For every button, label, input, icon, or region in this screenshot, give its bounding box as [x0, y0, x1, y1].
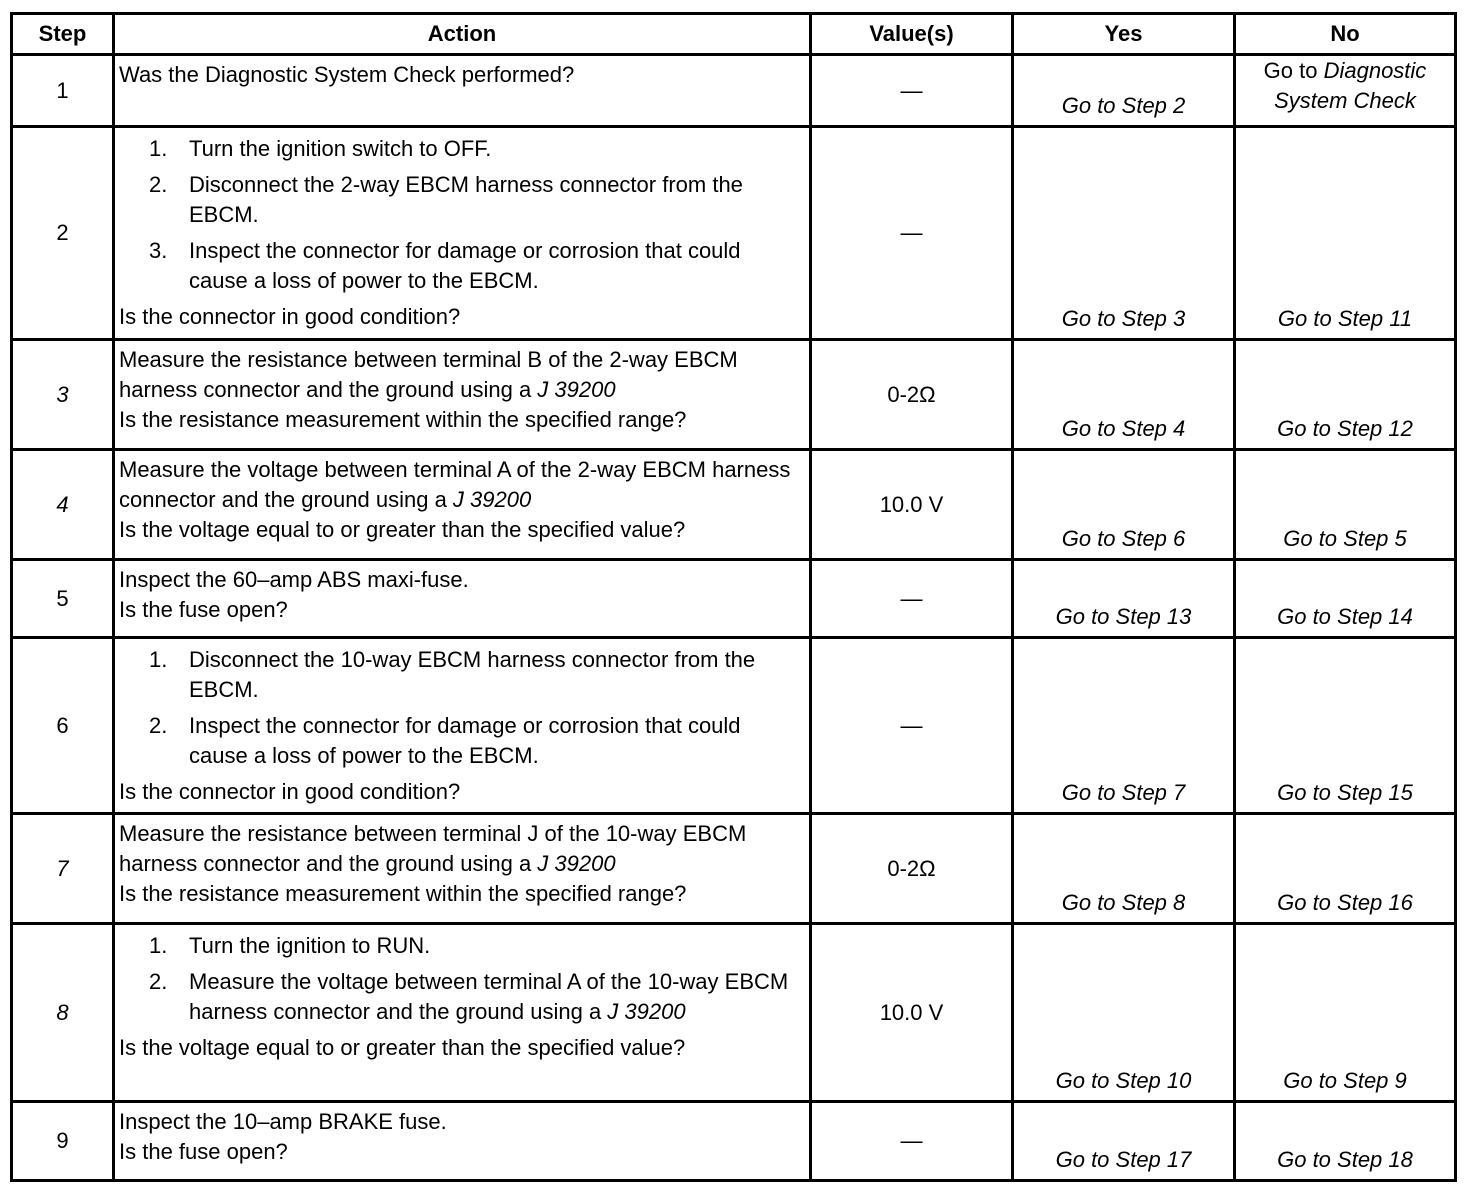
step-number: 4	[12, 450, 114, 560]
yes-cell	[1013, 127, 1235, 340]
action-step-text: Turn the ignition switch to OFF.	[189, 136, 492, 161]
table-row	[12, 924, 1456, 1102]
value-cell	[811, 127, 1013, 340]
step-number: 3	[12, 340, 114, 450]
action-step	[119, 967, 803, 1027]
specified-value: 10.0 V	[879, 999, 944, 1025]
action-intro	[119, 60, 803, 90]
no-action: Go to Step 12	[1277, 416, 1413, 441]
tool-reference: J 39200	[537, 377, 616, 402]
tool-reference: J 39200	[452, 487, 532, 512]
action-cell	[114, 814, 811, 924]
action-intro	[119, 455, 803, 515]
action-step-number: 1.	[149, 136, 168, 161]
no-action: Go to Step 15	[1277, 780, 1413, 805]
header-action: Action	[114, 14, 811, 55]
action-step-number: 1.	[149, 647, 168, 672]
action-steps	[119, 134, 803, 296]
action-intro	[119, 1107, 803, 1137]
table-row	[12, 814, 1456, 924]
step-number: 7	[12, 814, 114, 924]
table-row	[12, 55, 1456, 127]
yes-action: Go to Step 2	[1061, 93, 1186, 118]
table-row	[12, 638, 1456, 814]
specified-value: —	[900, 77, 923, 103]
no-cell	[1235, 340, 1456, 450]
action-steps	[119, 645, 803, 771]
action-step-text: Measure the voltage between terminal A of the 10-way EBCM harness connector and the ground using a	[189, 969, 789, 1024]
step-number: 9	[12, 1102, 114, 1181]
action-step	[119, 711, 803, 771]
no-action: Go to Step 9	[1283, 1068, 1407, 1093]
tool-reference: J 39200	[607, 999, 686, 1024]
action-step-text: Disconnect the 10-way EBCM harness connector from the EBCM.	[189, 647, 756, 702]
step-number: 6	[12, 638, 114, 814]
no-cell	[1235, 55, 1456, 127]
yes-cell	[1013, 638, 1235, 814]
yes-cell	[1013, 814, 1235, 924]
action-question: Is the voltage equal to or greater than the specified value?	[119, 1035, 686, 1060]
action-intro-text: Measure the resistance between terminal B of the 2-way EBCM harness connector and the ground using a	[119, 347, 738, 402]
value-cell	[811, 1102, 1013, 1181]
action-intro	[119, 345, 803, 405]
no-cell	[1235, 450, 1456, 560]
no-action: Go to Step 16	[1277, 890, 1413, 915]
yes-cell	[1013, 560, 1235, 638]
action-intro-text: Inspect the 10–amp BRAKE fuse.	[119, 1109, 447, 1134]
table-row	[12, 560, 1456, 638]
no-cell	[1235, 814, 1456, 924]
no-action: Go to Step 18	[1277, 1147, 1413, 1172]
value-cell	[811, 638, 1013, 814]
step-number: 1	[12, 55, 114, 127]
action-intro-text: Was the Diagnostic System Check performed?	[119, 62, 575, 87]
specified-value: 0-2Ω	[887, 855, 936, 881]
action-question: Is the resistance measurement within the specified range?	[119, 407, 687, 432]
no-action: Go to Step 11	[1277, 306, 1413, 331]
yes-action: Go to Step 6	[1061, 526, 1186, 551]
yes-action: Go to Step 17	[1055, 1147, 1192, 1172]
action-question: Is the fuse open?	[119, 1139, 288, 1164]
specified-value: —	[900, 585, 923, 611]
header-step: Step	[12, 14, 114, 55]
yes-cell	[1013, 340, 1235, 450]
action-steps	[119, 931, 803, 1027]
yes-cell	[1013, 1102, 1235, 1181]
action-question: Is the voltage equal to or greater than the specified value?	[119, 517, 686, 542]
action-step-number: 1.	[149, 933, 168, 958]
no-cell	[1235, 1102, 1456, 1181]
header-yes: Yes	[1013, 14, 1235, 55]
specified-value: 10.0 V	[879, 491, 944, 517]
specified-value: 0-2Ω	[887, 381, 936, 407]
no-cell	[1235, 560, 1456, 638]
action-intro	[119, 819, 803, 879]
action-step-text: Turn the ignition to RUN.	[189, 933, 431, 958]
specified-value: —	[900, 220, 923, 245]
yes-action: Go to Step 4	[1061, 416, 1186, 441]
header-values: Value(s)	[811, 14, 1013, 55]
no-cell	[1235, 638, 1456, 814]
action-cell	[114, 560, 811, 638]
action-step-number: 2.	[149, 713, 168, 738]
value-cell	[811, 450, 1013, 560]
action-cell	[114, 638, 811, 814]
table-row	[12, 1102, 1456, 1181]
yes-action: Go to Step 13	[1055, 604, 1192, 629]
action-question: Is the connector in good condition?	[119, 779, 461, 804]
no-action: Diagnostic System Check	[1274, 58, 1427, 113]
action-step-number: 2.	[149, 969, 168, 994]
action-cell	[114, 340, 811, 450]
yes-cell	[1013, 55, 1235, 127]
no-action-prefix: Go to	[1263, 58, 1324, 83]
yes-action: Go to Step 8	[1061, 890, 1186, 915]
action-step	[119, 236, 803, 296]
diagnostic-table	[10, 12, 1457, 1182]
no-cell	[1235, 924, 1456, 1102]
action-question: Is the resistance measurement within the specified range?	[119, 881, 687, 906]
action-step-number: 3.	[149, 238, 168, 263]
header-row	[12, 14, 1456, 55]
action-cell	[114, 924, 811, 1102]
action-cell	[114, 1102, 811, 1181]
yes-action: Go to Step 7	[1061, 780, 1186, 805]
step-number: 8	[12, 924, 114, 1102]
action-step-text: Inspect the connector for damage or corrosion that could cause a loss of power to the EBCM.	[189, 713, 741, 768]
action-step-text: Inspect the connector for damage or corrosion that could cause a loss of power to the EBCM.	[189, 238, 741, 293]
action-step	[119, 134, 803, 164]
action-question: Is the fuse open?	[119, 597, 288, 622]
action-question: Is the connector in good condition?	[119, 304, 461, 329]
action-step	[119, 645, 803, 705]
action-intro	[119, 565, 803, 595]
action-intro-text: Measure the voltage between terminal A of the 2-way EBCM harness connector and the ground using a	[119, 457, 791, 512]
action-step	[119, 170, 803, 230]
yes-action: Go to Step 3	[1061, 306, 1186, 331]
table-row	[12, 127, 1456, 340]
action-intro-text: Inspect the 60–amp ABS maxi-fuse.	[119, 567, 469, 592]
table-row	[12, 450, 1456, 560]
value-cell	[811, 55, 1013, 127]
step-number: 2	[12, 127, 114, 340]
tool-reference: J 39200	[537, 851, 616, 876]
step-number: 5	[12, 560, 114, 638]
action-step-text: Disconnect the 2-way EBCM harness connector from the EBCM.	[189, 172, 743, 227]
header-no: No	[1235, 14, 1456, 55]
table-row	[12, 340, 1456, 450]
no-action: Go to Step 14	[1277, 604, 1413, 629]
action-step	[119, 931, 803, 961]
no-action: Go to Step 5	[1283, 526, 1407, 551]
value-cell	[811, 560, 1013, 638]
value-cell	[811, 814, 1013, 924]
action-step-number: 2.	[149, 172, 168, 197]
yes-action: Go to Step 10	[1055, 1068, 1192, 1093]
action-cell	[114, 127, 811, 340]
specified-value: —	[900, 712, 923, 738]
specified-value: —	[900, 1128, 923, 1153]
action-intro-text: Measure the resistance between terminal J of the 10-way EBCM harness connector and the ground using a	[119, 821, 747, 876]
value-cell	[811, 924, 1013, 1102]
no-cell	[1235, 127, 1456, 340]
action-cell	[114, 55, 811, 127]
action-cell	[114, 450, 811, 560]
value-cell	[811, 340, 1013, 450]
yes-cell	[1013, 450, 1235, 560]
yes-cell	[1013, 924, 1235, 1102]
